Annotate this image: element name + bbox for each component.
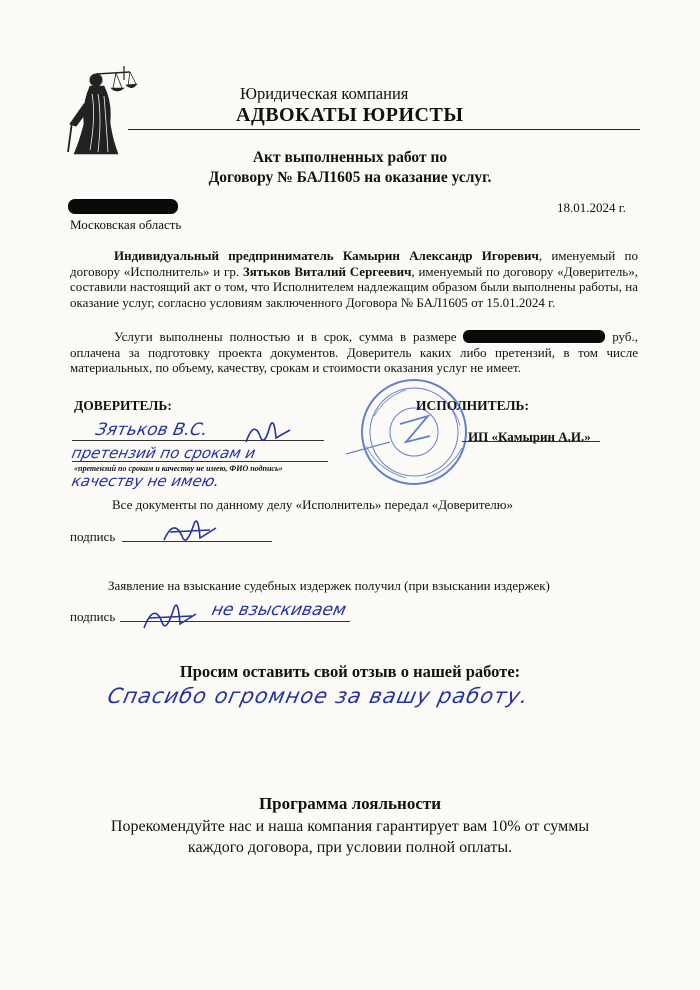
client-handwritten-claim-1: претензий по срокам и [70, 444, 258, 462]
client-handwritten-claim-2: качеству не имею. [70, 472, 222, 490]
paragraph-parties [70, 248, 638, 310]
costs-handwritten-note: не взыскиваем [209, 600, 348, 620]
client-handwritten-name: Зятьков В.С. [93, 420, 210, 440]
costs-text: Заявление на взыскание судебных издержек получил (при взыскании издержек) [108, 578, 550, 593]
loyalty-text-line1: Порекомендуйте нас и наша компания гарантирует вам 10% от суммы [110, 818, 590, 835]
transfer-signature-mark [160, 514, 220, 550]
company-type: Юридическая компания [240, 84, 409, 103]
redacted-city [68, 199, 178, 214]
paragraph-payment [70, 329, 638, 376]
company-name: АДВОКАТЫ ЮРИСТЫ [236, 104, 464, 126]
transfer-sign-label: подпись [70, 529, 116, 544]
loyalty-text-line2: каждого договора, при условии полной оплаты. [187, 839, 513, 856]
document-title-line1: Акт выполненных работ по [252, 149, 448, 166]
document-title-line2: Договору № БАЛ1605 на оказание услуг. [208, 169, 492, 186]
paragraph-text: , именуемый по договору «Доверитель», составили настоящий акт о том, что Исполнителем надлежащим образом были выполнены работы, на оказание услуг, согласно условиям заключенного Договора № БАЛ1605 от 15.01.2024 г. [70, 263, 638, 310]
document-date: 18.01.2024 г. [557, 200, 626, 215]
paragraph-text: руб., оплачена за подготовку проекта документов. Доверитель каких либо претензий, в том числе материальных, по объему, качеству, срокам и стоимости оказания услуг не имеет. [70, 329, 638, 375]
paragraph-text: , именуемый по договору «Исполнитель» и гр. [70, 248, 639, 279]
executor-label: ИСПОЛНИТЕЛЬ: [416, 398, 529, 413]
executor-name: ИП «Камырин А.И.» [468, 429, 591, 444]
executor-full-name: Индивидуальный предприниматель Камырин Александр Игоревич [114, 248, 539, 263]
document-region: Московская область [70, 217, 182, 232]
costs-signature-mark [140, 596, 200, 636]
transfer-text: Все документы по данному делу «Исполнитель» передал «Доверителю» [112, 497, 514, 512]
company-seal-stamp [346, 376, 482, 488]
client-caption: «претензий по срокам и качеству не имею, ФИО подпись» [74, 464, 283, 473]
redacted-amount [463, 330, 605, 343]
client-full-name: Зятьков Виталий Сергеевич [242, 263, 412, 279]
loyalty-heading: Программа лояльности [258, 794, 442, 813]
feedback-heading: Просим оставить свой отзыв о нашей работе: [179, 662, 521, 681]
paragraph-text: Услуги выполнены полностью и в срок, сумма в размере [114, 329, 464, 344]
header-divider [128, 129, 640, 130]
feedback-handwritten-text: Спасибо огромное за вашу работу. [105, 684, 532, 708]
client-label: ДОВЕРИТЕЛЬ: [74, 398, 172, 413]
costs-sign-label: подпись [70, 609, 116, 624]
themis-statue-icon [66, 64, 138, 156]
